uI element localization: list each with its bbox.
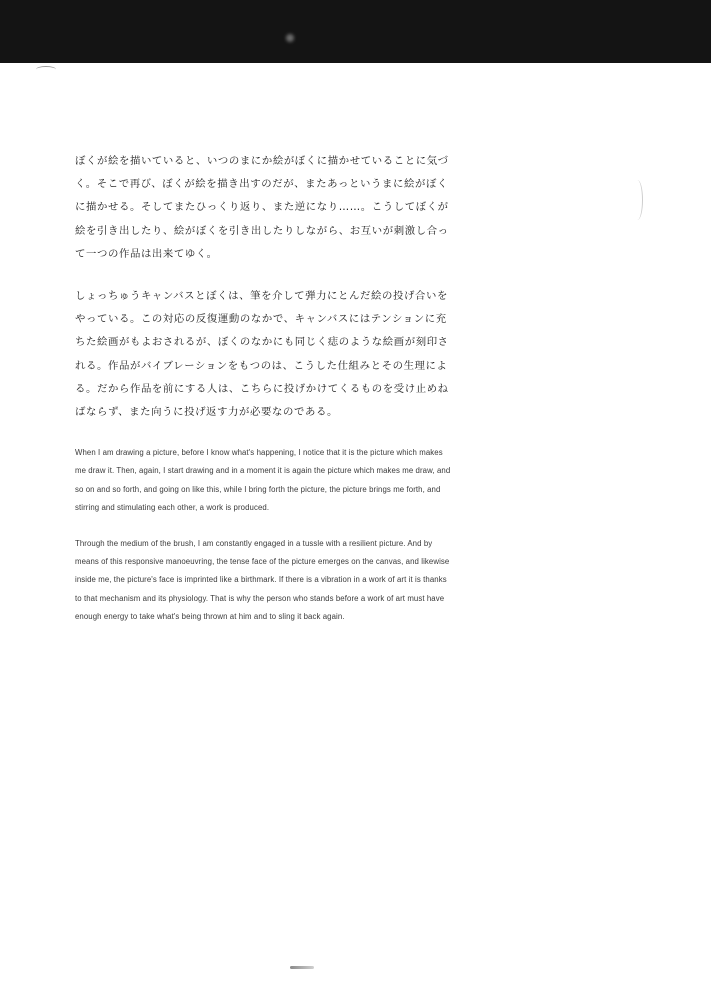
scan-corner-mark bbox=[36, 66, 56, 73]
japanese-paragraph: ぼくが絵を描いていると、いつのまにか絵がぼくに描かせていることに気づく。そこで再び、ぼくが絵を描き出すのだが、またあっというまに絵がぼくに描かせる。そしてまたひっくり返り、また逆になり……。こうしてぼくが絵を引き出したり、絵がぼくを引き出したりしながら、お互いが刺激し合って一つの作品は出来てゆく。 bbox=[75, 155, 449, 260]
english-paragraph: When I am drawing a picture, before I know what's happening, I notice that it is the picture which makes me draw it. Then, again, I start drawing and in a moment it is again the picture which makes me draw, and so on and so forth, and going on like this, while I bring forth the picture, the picture brings me forth, and stirring and stimulating each other, a work is produced. bbox=[75, 448, 451, 512]
scan-top-band bbox=[0, 0, 711, 63]
scan-speck bbox=[286, 34, 294, 42]
japanese-paragraph: しょっちゅうキャンバスとぼくは、筆を介して弾力にとんだ絵の投げ合いをやっている。この対応の反復運動のなかで、キャンバスにはテンションに充ちた絵画がもよおされるが、ぼくのなかにも同じく痣のような絵画が刻印される。作品がバイブレーションをもつのは、こうした仕組みとその生理による。だから作品を前にする人は、こちらに投げかけてくるものを受け止めねばならず、また向うに投げ返す力が必要なのである。 bbox=[75, 290, 449, 419]
english-paragraph: Through the medium of the brush, I am constantly engaged in a tussle with a resilient picture. And by means of this responsive manoeuvring, the tense face of the picture emerges on the canvas, and likewise inside me, the picture's face is imprinted like a birthmark. If there is a vibration in a work of art it is thanks to that mechanism and its physiology. That is why the person who stands before a work of art must have enough energy to take what's being thrown at him and to sling it back again. bbox=[75, 539, 450, 621]
scan-edge-mark bbox=[632, 180, 643, 220]
article-body bbox=[75, 150, 455, 626]
scan-bottom-mark bbox=[290, 966, 314, 969]
